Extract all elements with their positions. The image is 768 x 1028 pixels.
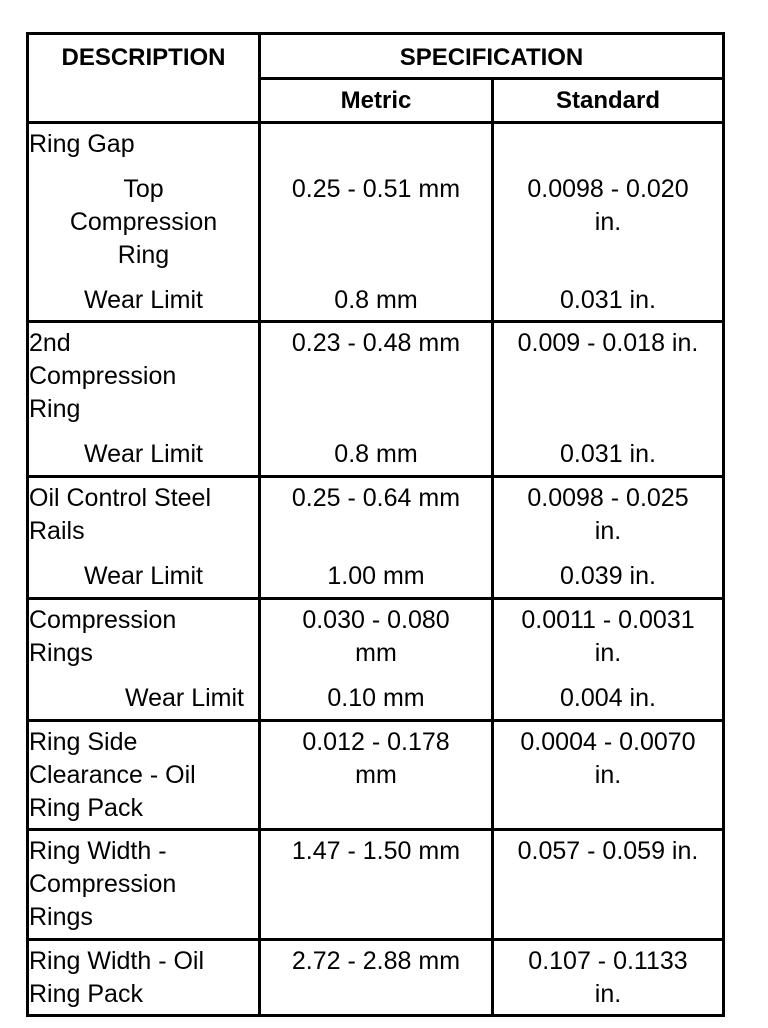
standard-value: 0.057 - 0.059 in. — [517, 837, 699, 865]
label-line: Ring Side — [29, 728, 138, 756]
top-ring-metric-value: 0.25 - 0.51 mm — [291, 175, 461, 203]
metric-value: 0.23 - 0.48 mm — [291, 329, 461, 357]
metric-value: 1.47 - 1.50 mm — [291, 837, 461, 865]
standard-value-line1: 0.0004 - 0.0070 — [520, 728, 696, 756]
ring-gap-description — [28, 123, 260, 322]
label-line: Rails — [29, 517, 85, 545]
table-row-width-oil — [28, 940, 724, 1016]
standard-value-line2: in. — [594, 761, 622, 789]
table-row-compression-rings — [28, 599, 724, 721]
label-line: Ring — [29, 395, 81, 423]
ring-gap-standard — [492, 123, 723, 322]
second-compression-metric — [259, 322, 492, 477]
top-ring-label-line1: Top — [123, 175, 164, 203]
ring-gap-metric — [259, 123, 492, 322]
side-clearance-standard — [492, 721, 723, 830]
width-oil-metric — [259, 940, 492, 1016]
metric-value: 2.72 - 2.88 mm — [291, 947, 461, 975]
wear-limit-standard-value: 0.031 in. — [560, 286, 656, 314]
width-compression-description — [28, 830, 260, 940]
table-row-width-compression — [28, 830, 724, 940]
standard-header: Standard — [492, 79, 723, 123]
wear-limit-standard-value: 0.039 in. — [560, 562, 656, 590]
standard-value-line1: 0.0011 - 0.0031 — [521, 606, 695, 634]
width-oil-standard — [492, 940, 723, 1016]
table-row-oil-control — [28, 477, 724, 599]
top-ring-standard-line2: in. — [594, 208, 622, 236]
standard-value-line1: 0.0098 - 0.025 — [527, 484, 689, 512]
compression-rings-description — [28, 599, 260, 721]
label-line: Rings — [29, 639, 93, 667]
ring-gap-title: Ring Gap — [29, 130, 135, 158]
second-compression-description — [28, 322, 260, 477]
table-row-ring-gap — [28, 123, 724, 322]
second-compression-standard — [492, 322, 723, 477]
piston-ring-spec-table — [26, 32, 725, 1017]
label-line: Clearance - Oil — [29, 761, 196, 789]
metric-value-line1: 0.030 - 0.080 — [302, 606, 450, 634]
standard-value-line2: in. — [594, 980, 622, 1008]
description-header: DESCRIPTION — [28, 34, 260, 123]
label-line: Ring Width - Oil — [29, 947, 205, 975]
wear-limit-metric-value: 1.00 mm — [327, 562, 425, 590]
label-line: Compression — [29, 362, 177, 390]
top-ring-label-line3: Ring — [117, 241, 170, 269]
table-row-side-clearance — [28, 721, 724, 830]
oil-control-metric — [259, 477, 492, 599]
metric-value-line1: 0.012 - 0.178 — [302, 728, 450, 756]
standard-value-line2: in. — [594, 639, 622, 667]
top-ring-label-line2: Compression — [69, 208, 218, 236]
wear-limit-label: Wear Limit — [124, 684, 244, 712]
wear-limit-label: Wear Limit — [83, 440, 203, 468]
top-ring-standard-line1: 0.0098 - 0.020 — [527, 175, 689, 203]
label-line: Ring Pack — [29, 980, 143, 1008]
width-compression-standard — [492, 830, 723, 940]
metric-header: Metric — [259, 79, 492, 123]
width-oil-description — [28, 940, 260, 1016]
side-clearance-description — [28, 721, 260, 830]
metric-value-line2: mm — [355, 761, 397, 789]
wear-limit-label: Wear Limit — [83, 286, 203, 314]
label-line: Compression — [29, 870, 177, 898]
compression-rings-metric — [259, 599, 492, 721]
width-compression-metric — [259, 830, 492, 940]
metric-value-line2: mm — [355, 639, 397, 667]
specification-header: SPECIFICATION — [259, 34, 723, 79]
wear-limit-metric-value: 0.8 mm — [334, 286, 418, 314]
oil-control-standard — [492, 477, 723, 599]
standard-value-line2: in. — [594, 517, 622, 545]
label-line: 2nd — [29, 329, 71, 357]
oil-control-description — [28, 477, 260, 599]
standard-value-line1: 0.107 - 0.1133 — [528, 947, 688, 975]
standard-value: 0.009 - 0.018 in. — [517, 329, 699, 357]
side-clearance-metric — [259, 721, 492, 830]
label-line: Rings — [29, 903, 93, 931]
metric-value: 0.25 - 0.64 mm — [291, 484, 461, 512]
label-line: Ring Width - — [29, 837, 167, 865]
wear-limit-standard-value: 0.004 in. — [560, 684, 656, 712]
wear-limit-label: Wear Limit — [83, 562, 203, 590]
label-line: Oil Control Steel — [29, 484, 212, 512]
label-line: Compression — [29, 606, 177, 634]
wear-limit-metric-value: 0.8 mm — [334, 440, 418, 468]
compression-rings-standard — [492, 599, 723, 721]
wear-limit-standard-value: 0.031 in. — [560, 440, 656, 468]
table-row-second-compression — [28, 322, 724, 477]
wear-limit-metric-value: 0.10 mm — [327, 684, 425, 712]
label-line: Ring Pack — [29, 794, 143, 822]
